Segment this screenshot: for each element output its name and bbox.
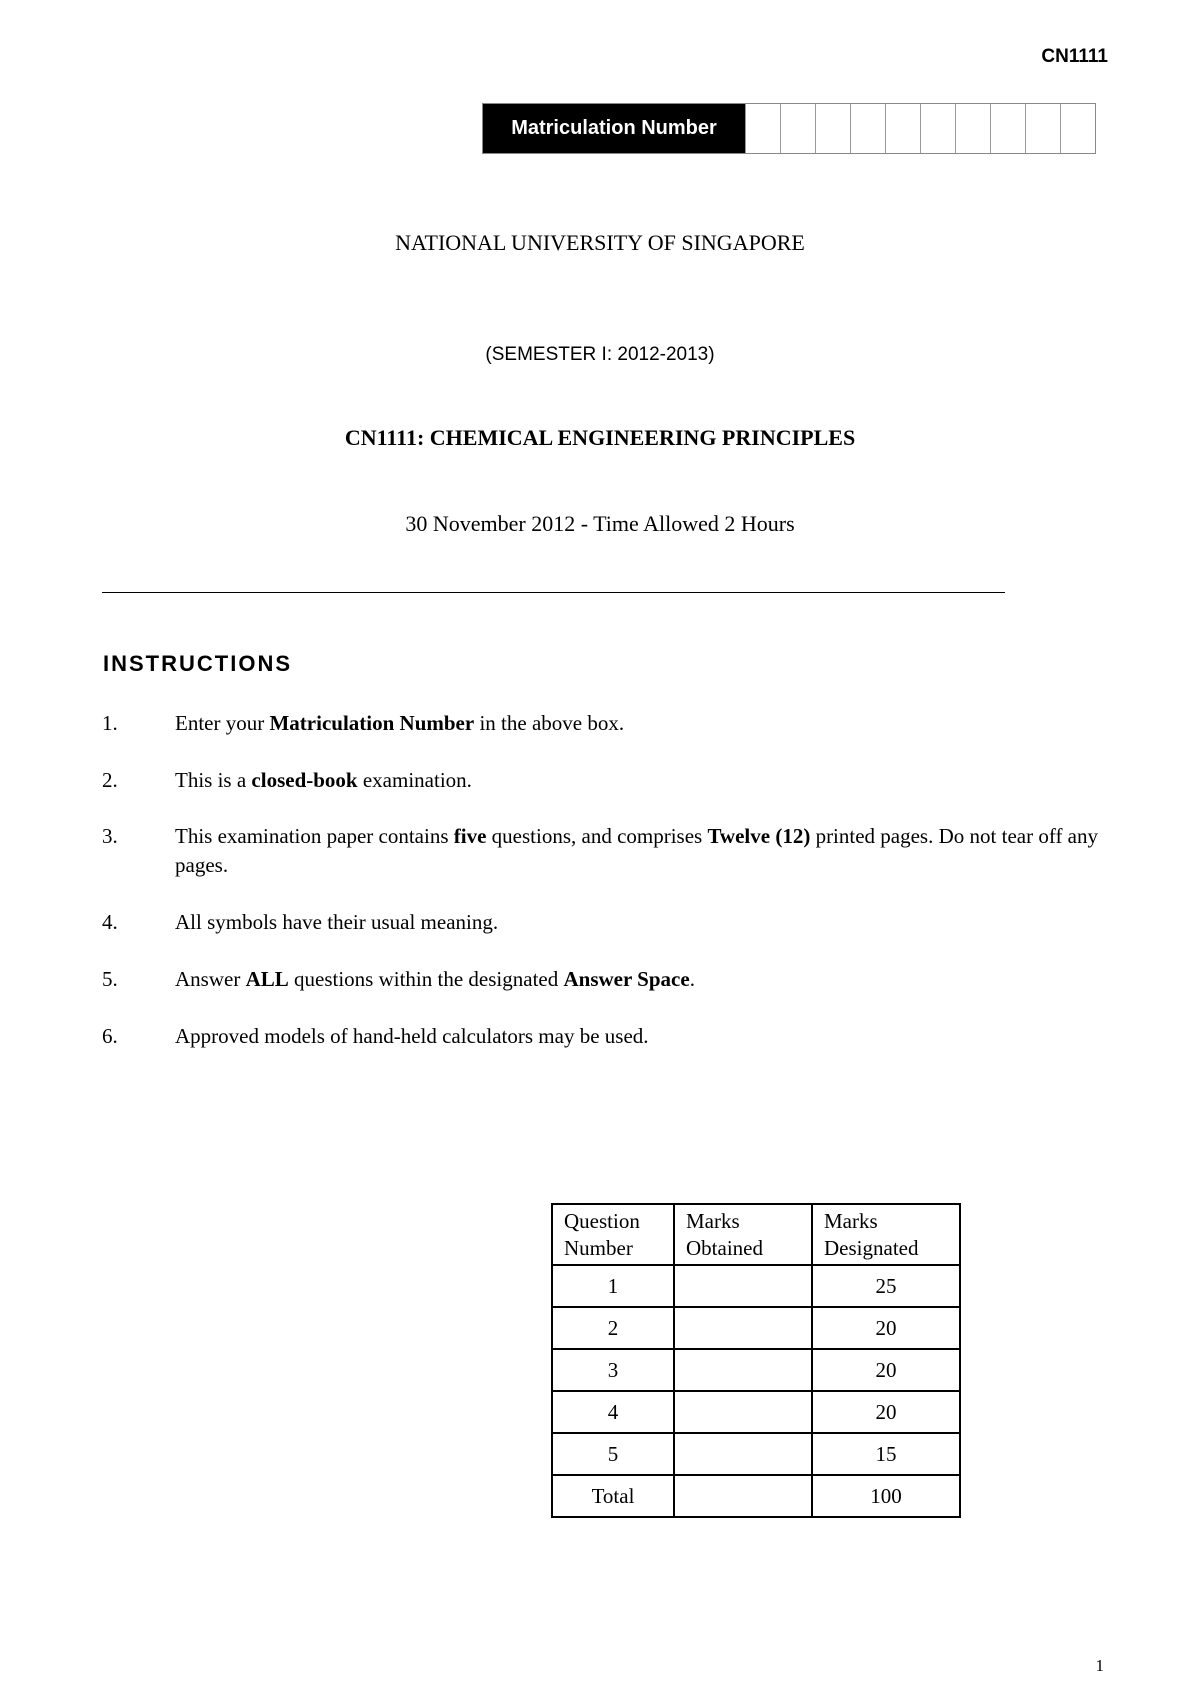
- instruction-text: Answer ALL questions within the designated Answer Space.: [175, 967, 695, 991]
- header-marks-designated: Marks Designated: [812, 1204, 960, 1265]
- instruction-number: 4.: [102, 910, 118, 934]
- matriculation-digit-cell[interactable]: [920, 104, 955, 153]
- total-designated-cell: 100: [812, 1475, 960, 1517]
- question-number-cell: 5: [552, 1433, 674, 1475]
- exam-date: 30 November 2012 - Time Allowed 2 Hours: [405, 511, 795, 536]
- question-number-cell: 1: [552, 1265, 674, 1307]
- instruction-item: [102, 965, 1102, 994]
- matriculation-digit-cell[interactable]: [1025, 104, 1060, 153]
- instruction-number: 6.: [102, 1024, 118, 1048]
- university-name: NATIONAL UNIVERSITY OF SINGAPORE: [395, 230, 805, 255]
- instruction-item: [102, 709, 1102, 738]
- matriculation-digit-cell[interactable]: [1060, 104, 1095, 153]
- matriculation-digit-cell[interactable]: [850, 104, 885, 153]
- instruction-text: This is a closed-book examination.: [175, 768, 472, 792]
- instruction-item: [102, 766, 1102, 795]
- table-row: [552, 1391, 960, 1433]
- table-row: [552, 1349, 960, 1391]
- course-title: CN1111: CHEMICAL ENGINEERING PRINCIPLES: [344, 425, 856, 450]
- instruction-text: All symbols have their usual meaning.: [175, 910, 499, 934]
- marks-designated-cell: 20: [812, 1307, 960, 1349]
- instruction-number: 1.: [102, 711, 118, 735]
- marks-obtained-cell[interactable]: [674, 1391, 812, 1433]
- instruction-number: 5.: [102, 967, 118, 991]
- header-marks-obtained: Marks Obtained: [674, 1204, 812, 1265]
- table-row: [552, 1265, 960, 1307]
- table-header-row: [552, 1204, 960, 1265]
- marks-obtained-cell[interactable]: [674, 1307, 812, 1349]
- instruction-item: [102, 1022, 1102, 1051]
- table-total-row: [552, 1475, 960, 1517]
- instruction-item: [102, 908, 1102, 937]
- matriculation-digit-cell[interactable]: [745, 104, 780, 153]
- instruction-number: 2.: [102, 768, 118, 792]
- instruction-text: Enter your Matriculation Number in the above box.: [175, 711, 625, 735]
- page-number: 1: [1095, 1656, 1104, 1675]
- question-number-cell: 2: [552, 1307, 674, 1349]
- instructions-heading: INSTRUCTIONS: [103, 651, 292, 676]
- marks-designated-cell: 20: [812, 1349, 960, 1391]
- marks-obtained-cell[interactable]: [674, 1349, 812, 1391]
- table-row: [552, 1433, 960, 1475]
- marks-designated-cell: 15: [812, 1433, 960, 1475]
- matriculation-number-box: [482, 103, 1096, 154]
- total-obtained-cell[interactable]: [674, 1475, 812, 1517]
- instruction-text: Approved models of hand-held calculators may be used.: [175, 1024, 649, 1048]
- matriculation-digit-cell[interactable]: [885, 104, 920, 153]
- matriculation-digit-cell[interactable]: [955, 104, 990, 153]
- matriculation-digit-cell[interactable]: [990, 104, 1025, 153]
- question-number-cell: 4: [552, 1391, 674, 1433]
- instruction-text: This examination paper contains five questions, and comprises Twelve (12) printed pages. Do not tear off any pages.: [175, 824, 1099, 877]
- course-code: CN1111: [1041, 46, 1108, 67]
- matriculation-digit-cell[interactable]: [815, 104, 850, 153]
- instruction-number: 3.: [102, 824, 118, 848]
- header-question-number: Question Number: [552, 1204, 674, 1265]
- marks-designated-cell: 20: [812, 1391, 960, 1433]
- matriculation-digit-cell[interactable]: [780, 104, 815, 153]
- table-row: [552, 1307, 960, 1349]
- divider: [102, 592, 1005, 593]
- marks-table: [551, 1203, 961, 1518]
- instruction-item: [102, 822, 1102, 880]
- total-label-cell: Total: [552, 1475, 674, 1517]
- matriculation-number-label: Matriculation Number: [483, 104, 745, 153]
- semester: (SEMESTER I: 2012-2013): [485, 344, 715, 365]
- question-number-cell: 3: [552, 1349, 674, 1391]
- marks-obtained-cell[interactable]: [674, 1433, 812, 1475]
- marks-designated-cell: 25: [812, 1265, 960, 1307]
- marks-obtained-cell[interactable]: [674, 1265, 812, 1307]
